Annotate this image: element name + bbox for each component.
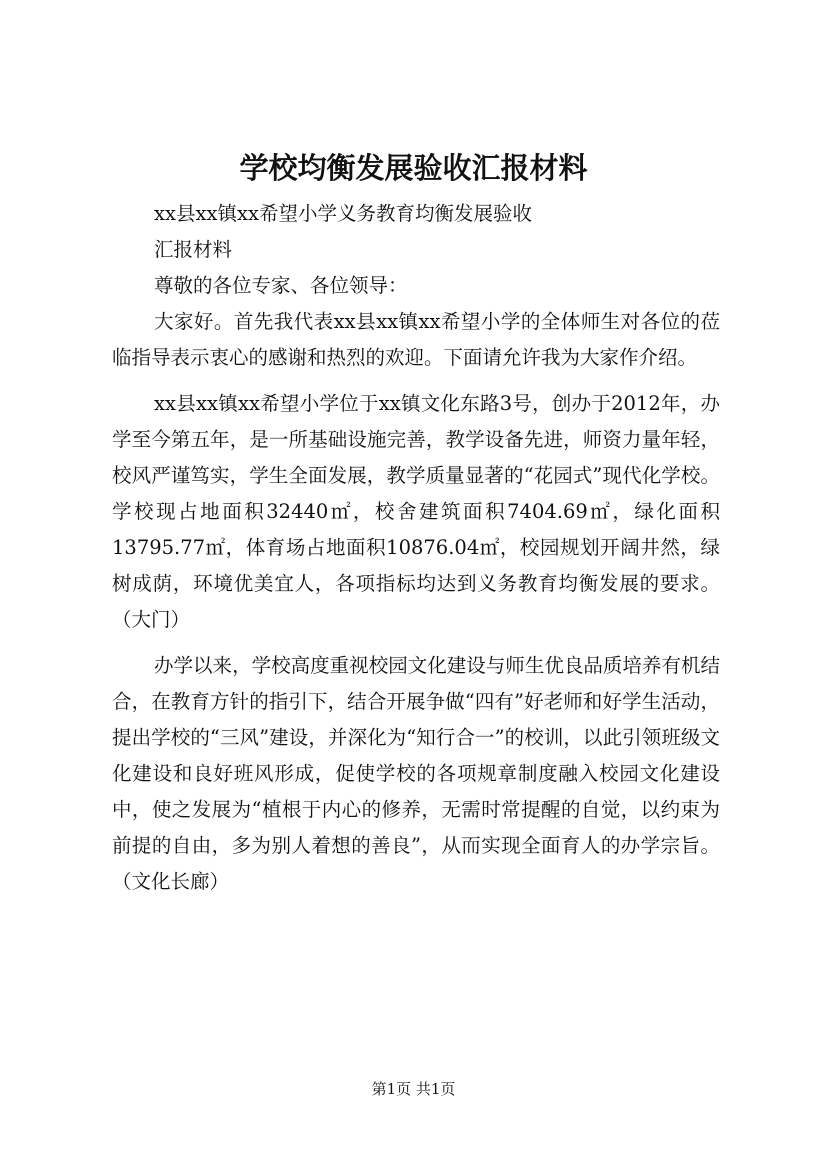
paragraph-school-culture: 办学以来，学校高度重视校园文化建设与师生优良品质培养有机结合，在教育方针的指引下，结合开展争做“四有”好老师和好学生活动，提出学校的“三风”建设，并深化为“知行合一”的校训，以此引领班级文化建设和良好班风形成，促使学校的各项规章制度融入校园文化建设中，使之发展为“植根于内心的修养，无需时常提醒的自觉，以约束为前提的自由，多为别人着想的善良”，从而实现全面育人的办学宗旨。（文化长廊）: [112, 654, 720, 893]
page-footer: 第1页 共1页: [371, 1080, 456, 1098]
subtitle-line-2: 汇报材料: [154, 238, 233, 261]
document-body: [112, 196, 720, 900]
paragraph-school-intro: xx县xx镇xx希望小学位于xx镇文化东路3号，创办于2012年，办学至今第五年，是一所基础设施完善，教学设备先进，师资力量年轻，校风严谨笃实，学生全面发展，教学质量显著的“花园式”现代化学校。学校现占地面积32440㎡，校舍建筑面积7404.69㎡，绿化面积13795.77㎡，体育场占地面积10876.04㎡，校园规划开阔井然，绿树成荫，环境优美宜人，各项指标均达到义务教育均衡发展的要求。（大门）: [112, 392, 720, 631]
document-title: 学校均衡发展验收汇报材料: [239, 151, 588, 185]
salutation: 尊敬的各位专家、各位领导：: [154, 274, 408, 297]
subtitle-line: xx县xx镇xx希望小学义务教育均衡发展验收: [154, 202, 532, 225]
paragraph-greeting: 大家好。首先我代表xx县xx镇xx希望小学的全体师生对各位的莅临指导表示衷心的感谢和热烈的欢迎。下面请允许我为大家作介绍。: [112, 310, 720, 369]
